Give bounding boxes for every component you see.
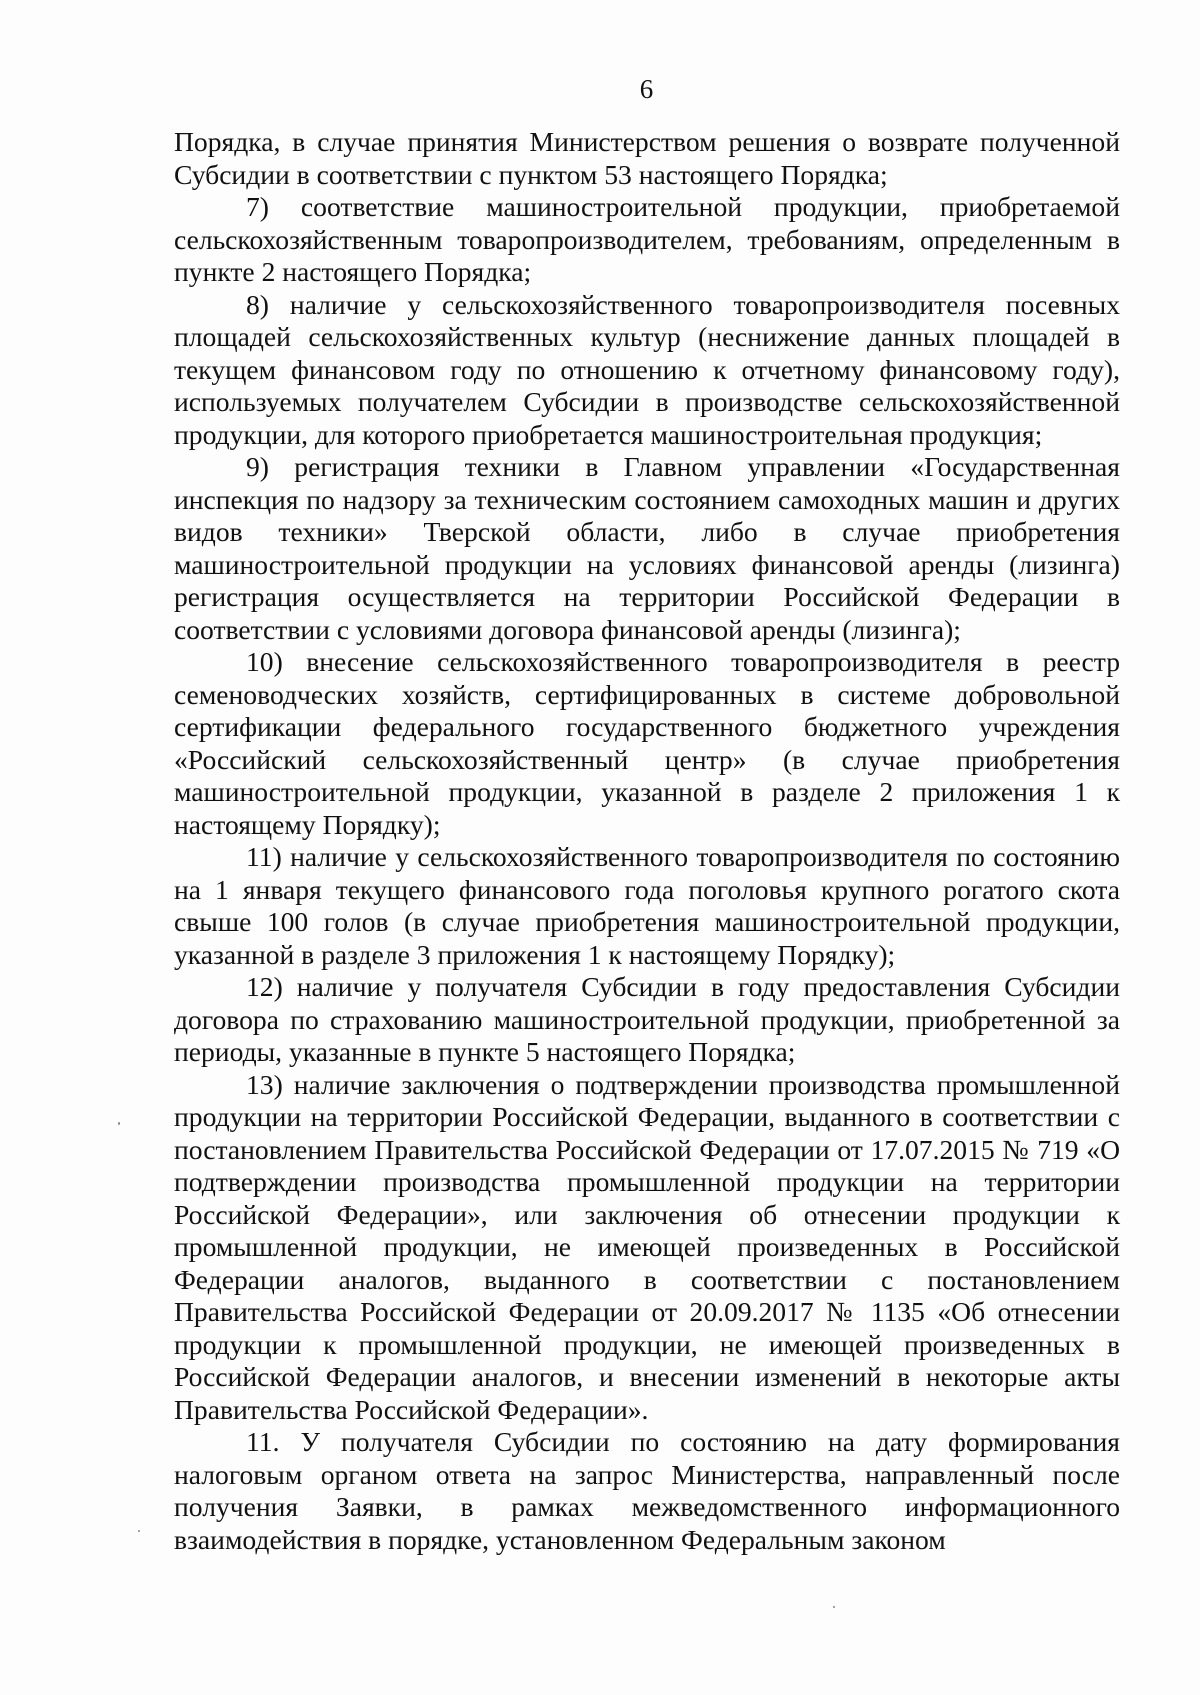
paragraph-continuation: Порядка, в случае принятия Министерством решения о возврате полученной Субсидии в соответствии с пунктом 53 настоящего Порядка; (174, 126, 1120, 190)
scan-dot (833, 1606, 835, 1608)
paragraph-item-12: 12) наличие у получателя Субсидии в году предоставления Субсидии договора по страхованию машиностроительной продукции, приобретенной за периоды, указанные в пункте 5 настоящего Порядка; (174, 971, 1120, 1067)
paragraph-item-8: 8) наличие у сельскохозяйственного товаропроизводителя посевных площадей сельскохозяйственных культур (неснижение данных площадей в текущем финансовом году по отношению к отчетному финансовому году), используемых получателем Субсидии в производстве сельскохозяйственной продукции, для которого приобретается машиностроительная продукция; (174, 288, 1120, 450)
document-body (174, 126, 1120, 1556)
scan-dot (138, 1530, 140, 1532)
paragraph-item-13: 13) наличие заключения о подтверждении производства промышленной продукции на территории Российской Федерации, выданного в соответствии с постановлением Правительства Российской Федерации от 17.07.2015 № 719 «О подтверждении производства промышленной продукции на территории Российской Федерации», или заключения об отнесении продукции к промышленной продукции, не имеющей произведенных в Российской Федерации аналогов, выданного в соответствии с постановлением Правительства Российской Федерации от 20.09.2017 № 1135 «Об отнесении продукции к промышленной продукции, не имеющей произведенных в Российской Федерации аналогов, и внесении изменений в некоторые акты Правительства Российской Федерации». (174, 1068, 1120, 1425)
paragraph-item-7: 7) соответствие машиностроительной продукции, приобретаемой сельскохозяйственным товаропроизводителем, требованиям, определенным в пункте 2 настоящего Порядка; (174, 191, 1120, 287)
paragraph-section-11: 11. У получателя Субсидии по состоянию на дату формирования налоговым органом ответа на запрос Министерства, направленный после получения Заявки, в рамках межведомственного информационного взаимодействия в порядке, установленном Федеральным законом (174, 1426, 1120, 1555)
scan-dot (118, 1122, 120, 1125)
paragraph-item-10: 10) внесение сельскохозяйственного товаропроизводителя в реестр семеноводческих хозяйств, сертифицированных в системе добровольной сертификации федерального государственного бюджетного учреждения «Российский сельскохозяйственный центр» (в случае приобретения машиностроительной продукции, указанной в разделе 2 приложения 1 к настоящему Порядку); (174, 646, 1120, 840)
page-number: 6 (639, 74, 654, 104)
paragraph-item-9: 9) регистрация техники в Главном управлении «Государственная инспекция по надзору за техническим состоянием самоходных машин и других видов техники» Тверской области, либо в случае приобретения машиностроительной продукции на условиях финансовой аренды (лизинга) регистрация осуществляется на территории Российской Федерации в соответствии с условиями договора финансовой аренды (лизинга); (174, 451, 1120, 645)
paragraph-item-11: 11) наличие у сельскохозяйственного товаропроизводителя по состоянию на 1 января текущего финансового года поголовья крупного рогатого скота свыше 100 голов (в случае приобретения машиностроительной продукции, указанной в разделе 3 приложения 1 к настоящему Порядку); (174, 841, 1120, 970)
